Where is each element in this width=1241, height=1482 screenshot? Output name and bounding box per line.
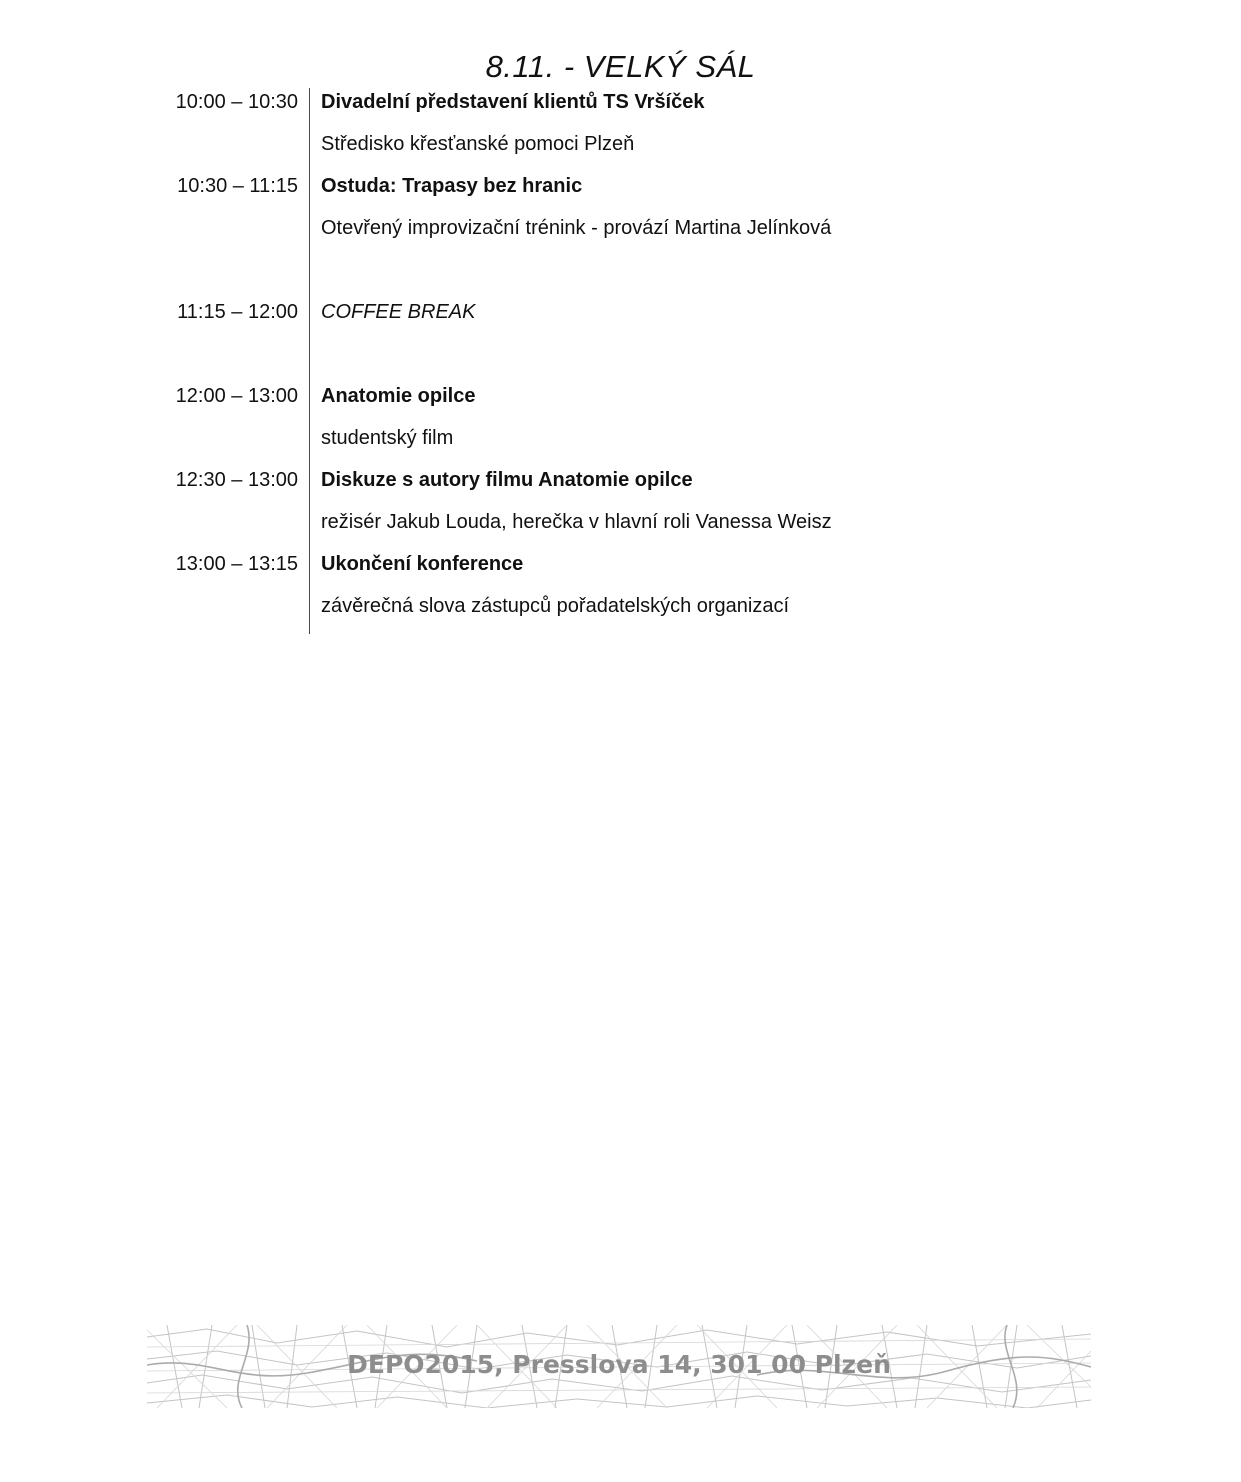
schedule-row (0, 590, 1241, 632)
schedule-time: 11:15 – 12:00 (177, 301, 298, 323)
schedule-subtitle: Otevřený improvizační trénink - provází Martina Jelínková (321, 217, 832, 239)
schedule-time: 13:00 – 13:15 (175, 553, 298, 575)
footer-banner (147, 1325, 1091, 1408)
schedule-title: Anatomie opilce (321, 385, 476, 407)
schedule (0, 86, 1241, 634)
schedule-time: 12:30 – 13:00 (175, 469, 298, 491)
schedule-title: Ostuda: Trapasy bez hranic (321, 175, 583, 197)
schedule-row (0, 506, 1241, 548)
schedule-title: Divadelní představení klientů TS Vršíček (321, 91, 705, 113)
schedule-title: Diskuze s autory filmu Anatomie opilce (321, 469, 693, 491)
schedule-subtitle: Středisko křesťanské pomoci Plzeň (321, 133, 635, 155)
footer-address: DEPO2015, Presslova 14, 301 00 Plzeň (347, 1350, 891, 1379)
schedule-subtitle: studentský film (321, 427, 454, 449)
schedule-row (0, 380, 1241, 422)
schedule-row (0, 212, 1241, 254)
page-title: 8.11. - VELKÝ SÁL (485, 48, 756, 84)
schedule-subtitle: závěrečná slova zástupců pořadatelských organizací (321, 595, 790, 617)
schedule-title: Ukončení konference (321, 553, 524, 575)
schedule-subtitle: režisér Jakub Louda, herečka v hlavní roli Vanessa Weisz (321, 511, 832, 533)
schedule-row (0, 86, 1241, 128)
schedule-row (0, 464, 1241, 506)
schedule-time: 12:00 – 13:00 (175, 385, 298, 407)
schedule-row (0, 170, 1241, 212)
schedule-time: 10:00 – 10:30 (175, 91, 298, 113)
schedule-time: 10:30 – 11:15 (177, 175, 298, 197)
schedule-row (0, 548, 1241, 590)
coffee-break-label: COFFEE BREAK (321, 301, 476, 323)
schedule-row (0, 422, 1241, 464)
schedule-row (0, 128, 1241, 170)
schedule-row (0, 296, 1241, 338)
